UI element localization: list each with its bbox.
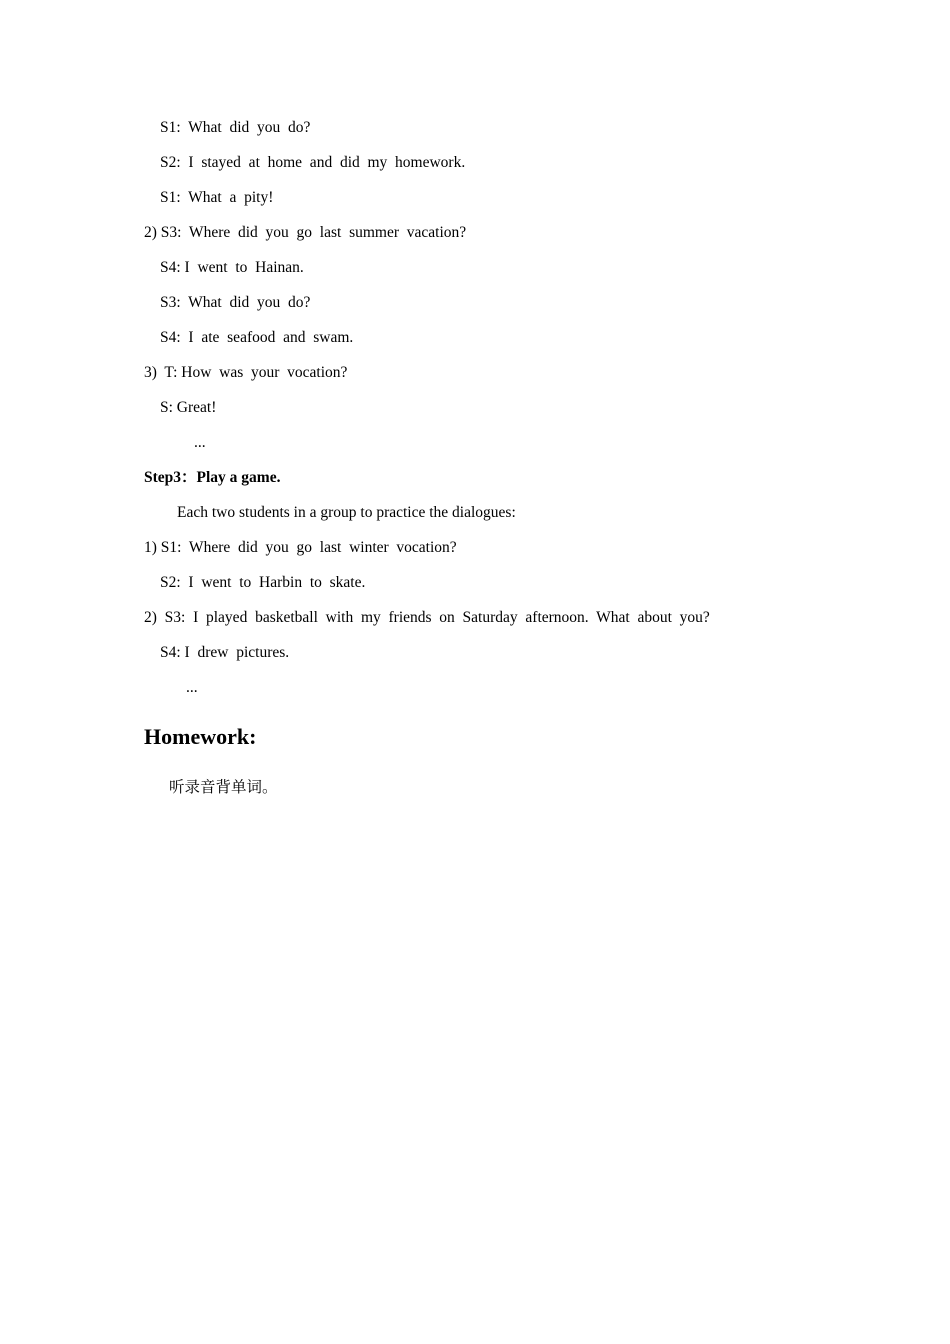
dialogue-line: S2: I stayed at home and did my homework. — [160, 154, 466, 171]
ellipsis: ... — [186, 679, 198, 696]
dialogue-line: S2: I went to Harbin to skate. — [160, 574, 366, 591]
dialogue-line: 2) S3: I played basketball with my friends on Saturday afternoon. What about you? — [144, 609, 710, 626]
dialogue-line: S4: I ate seafood and swam. — [160, 329, 354, 346]
homework-text: 听录音背单词。 — [169, 778, 278, 796]
dialogue-line: 3) T: How was your vocation? — [144, 364, 348, 381]
dialogue-line: S4: I drew pictures. — [160, 644, 290, 661]
step-heading: Step3：Play a game. — [144, 469, 281, 486]
ellipsis: ... — [194, 434, 206, 451]
dialogue-line: 1) S1: Where did you go last winter vocation? — [144, 539, 457, 556]
dialogue-line: S1: What did you do? — [160, 119, 311, 136]
homework-heading: Homework: — [144, 724, 257, 749]
dialogue-line: S3: What did you do? — [160, 294, 311, 311]
dialogue-line: S1: What a pity! — [160, 189, 274, 206]
dialogue-line: S4: I went to Hainan. — [160, 259, 304, 276]
dialogue-line: 2) S3: Where did you go last summer vacation? — [144, 224, 467, 241]
instruction-text: Each two students in a group to practice the dialogues: — [177, 504, 516, 521]
dialogue-line: S: Great! — [160, 399, 217, 416]
